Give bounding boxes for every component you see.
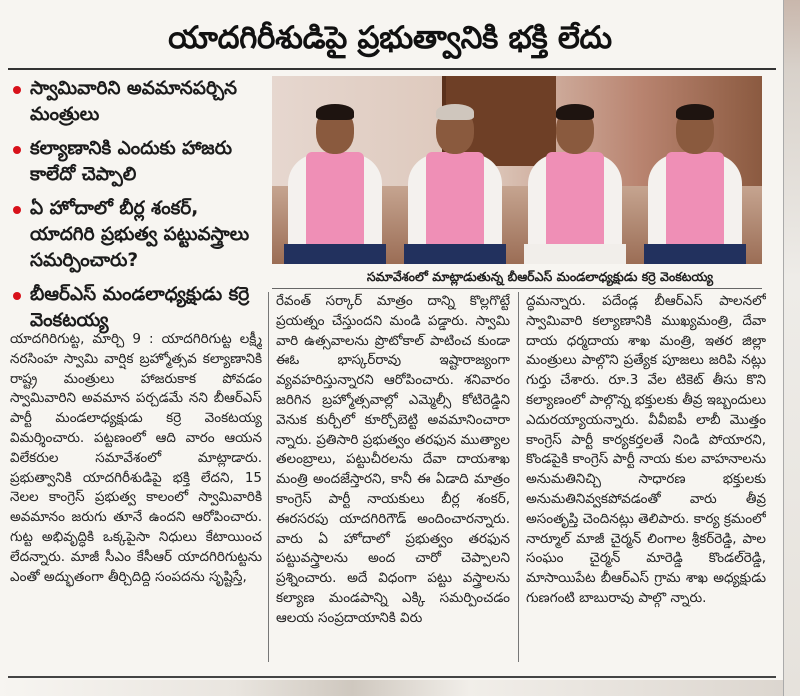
- news-photo: [272, 76, 762, 264]
- person-figure: [640, 94, 750, 264]
- highlight-bullet: [8, 282, 268, 334]
- adjacent-article-strip: [0, 680, 783, 696]
- article-column-3: ద్ధమన్నారు. పదేండ్ల బీఆర్ఎస్ పాలనలో స్వామివారి కల్యాణానికి ముఖ్యమంత్రి, దేవా దాయ ధర్మదాయ శాఖ మంత్రి, ఇతర జిల్లా మంత్రులు పాల్గొని ప్రత్యేక పూజలు జరిపి నట్లు గుర్తు చేశారు. రూ.3 వేల టికెట్ తీసు కొని కల్యాణంలో పాల్గొన్న భక్తులకు తీవ్ర ఇబ్బందులు ఎదురయ్యాయన్నారు. వీవీఐపీ లాబీ మొత్తం కాంగ్రెస్ పార్టీ కార్యకర్తలతే నిండి పోయారని, కొండపైకి కాంగ్రెస్ పార్టీ నాయ కుల వాహనాలను అనుమతినిచ్చి సాధారణ భక్తులకు అనుమతినివ్వకపోవడంతో వారు తీవ్ర అసంతృప్తి చెందినట్లు తెలిపారు. కార్య క్రమంలో నార్మూల్ మాజీ చైర్మన్ లింగాల శ్రీకర్‌రెడ్డి, పాల సంఘం చైర్మన్ మారెడ్డి కొండల్‌రెడ్డి, మాసాయిపేట బీఆర్ఎస్ గ్రామ శాఖ అధ్యక్షుడు గుణగంటి బాబురావు పాల్గొ న్నారు.: [526, 293, 766, 606]
- highlight-bullet-text: ఏ హోదాలో బీర్ల శంకర్, యాదగిరి ప్రభుత్వ పట్టువస్త్రాలు సమర్పించారు?: [30, 198, 250, 271]
- highlight-bullet-text: స్వామివారిని అవమానపర్చిన మంత్రులు: [30, 78, 238, 125]
- caption-divider: [272, 288, 762, 289]
- headline: యాదగిరీశుడిపై ప్రభుత్వానికి భక్తి లేదు: [168, 20, 612, 56]
- bullet-dot-icon: [13, 292, 21, 300]
- person-figure: [400, 94, 510, 264]
- article-column-2: రేవంత్ సర్కార్ మాత్రం దాన్ని కొల్లగొట్టే ప్రయత్నం చేస్తుందని మండి పడ్డారు. స్వామి వారి ఉత్సవాలను ప్రొటోకాల్ పాటించ కుండా ఈఓ భాస్కర్‌రావు ఇష్టారాజ్యంగా వ్యవహరిస్తున్నారని ఆరోపించారు. శనివారం జరిగిన బ్రహ్మోత్సవాల్లో ఎమ్మెల్సీ కోటిరెడ్డిని వెనుక కుర్చీలో కూర్చోబెట్టి అవమానించారా న్నారు. ప్రతిసారి ప్రభుత్వం తరఫున ముత్యాల తలంబ్రాలు, పట్టుచీరలను దేవా దాయశాఖ మంత్రి అందజేస్తారని, కానీ ఈ ఏడాది మాత్రం కాంగ్రెస్ పార్టీ నాయకులు బీర్ల శంకర్, ఈరసరపు యాదగిరిగౌడ్ అందించారన్నారు. వారు ఏ హోదాలో ప్రభుత్వం తరఫున పట్టువస్త్రాలను అంద చారో చెప్పాలని ప్రశ్నించారు. అదే విధంగా పట్టు వస్త్రాలను కల్యాణ మండపాన్ని ఎక్కి సమర్పించడం ఆలయ సంప్రదాయానికి విరు: [276, 293, 510, 626]
- photo-caption: సమావేశంలో మాట్లాడుతున్న బీఆర్ఎస్ మండలాధ్యక్షుడు కర్రె వెంకటయ్య: [366, 269, 714, 284]
- person-figure: [520, 94, 630, 264]
- bullet-dot-icon: [13, 86, 21, 94]
- column-divider: [518, 292, 519, 662]
- person-figure: [280, 94, 390, 264]
- highlight-bullet: [8, 136, 268, 188]
- bullet-dot-icon: [13, 146, 21, 154]
- bullet-dot-icon: [13, 206, 21, 214]
- highlight-bullet: [8, 196, 268, 274]
- bottom-divider: [8, 676, 776, 678]
- highlight-bullet: [8, 76, 268, 128]
- highlight-bullet-text: కల్యాణానికి ఎందుకు హాజరు కాలేదో చెప్పాలి: [30, 138, 233, 185]
- adjacent-page-edge: [783, 0, 800, 696]
- highlight-bullets: [8, 76, 268, 342]
- column-divider: [268, 292, 269, 662]
- article-column-1: యాదగిరిగుట్ట, మార్చి 9 : యాదగిరిగుట్ట లక్ష్మీ నరసింహ స్వామి వార్షిక బ్రహ్మోత్సవ కల్యాణానికి రాష్ట్ర మంత్రులు హాజరుకాక పోవడం స్వామివారిని అవమాన పర్చడమే నని బీఆర్ఎస్ పార్టీ మండలాధ్యక్షుడు కర్రె వెంకటయ్య విమర్శించారు. పట్టణంలో ఆది వారం ఆయన విలేకరుల సమావేశంలో మాట్లాడారు. ప్రభుత్వానికి యాదగిరీశుడిపై భక్తి లేదని, 15 నెలల కాంగ్రెస్ ప్రభుత్వ కాలంలో స్వామివారికి అవమానం జరుగు తూనే ఉందని ఆరోపించారు. గుట్ట అభివృద్ధికి ఒక్కపైసా నిధులు కేటాయించ లేదన్నారు. మాజీ సీఎం కేసీఆర్ యాదగిరిగుట్టను ఎంతో అద్భుతంగా తీర్చిదిద్ది సంపదను సృష్టిస్తే,: [10, 331, 262, 585]
- highlight-bullet-text: బీఆర్ఎస్ మండలాధ్యక్షుడు కర్రె వెంకటయ్య: [30, 284, 250, 331]
- headline-divider: [8, 68, 776, 70]
